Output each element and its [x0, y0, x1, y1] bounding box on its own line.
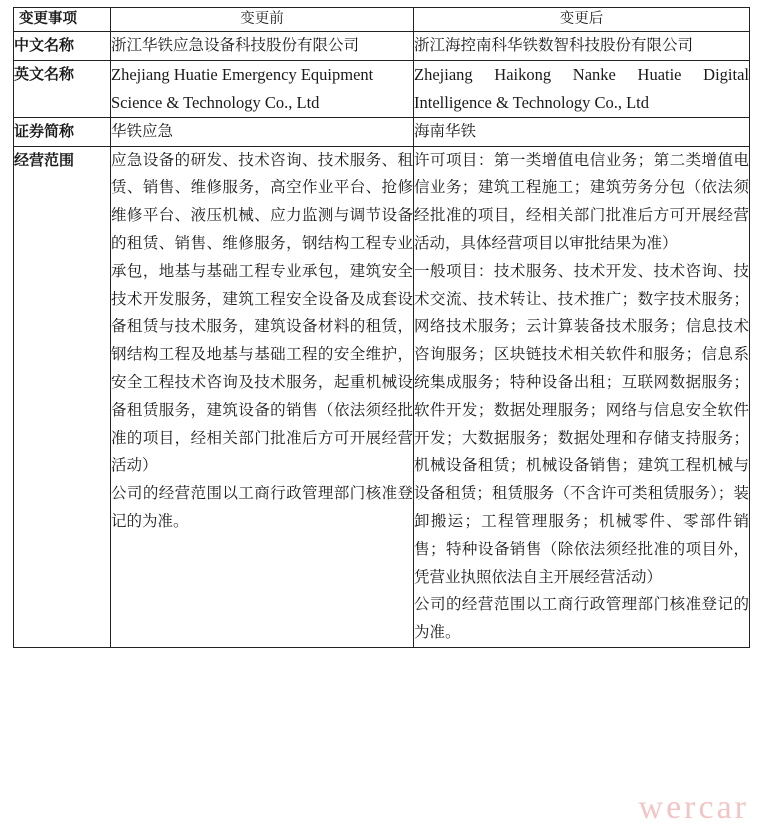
english-name-before — [111, 60, 414, 117]
stock-abbreviation-before — [111, 117, 414, 146]
cell-paragraph: Zhejiang Haikong Nanke Huatie Digital Intelligence & Technology Co., Ltd — [414, 64, 749, 112]
cell-paragraph: 一般项目：技术服务、技术开发、技术咨询、技术交流、技术转让、技术推广；数字技术服务；网络技术服务；云计算装备技术服务；信息技术咨询服务；区块链技术相关软件和服务；信息系统集成服务；特种设备出租；互联网数据服务；软件开发；数据处理服务；网络与信息安全软件开发；大数据服务；数据处理和存储支持服务；机械设备租赁；机械设备销售；建筑工程机械与设备租赁；租赁服务（不含许可类租赁服务）；装卸搬运；工程管理服务；机械零件、零部件销售；特种设备销售（除依法须经批准的项目外，凭营业执照依法自主开展经营活动） — [414, 261, 749, 586]
table-row — [14, 32, 750, 61]
row-label-stock-abbreviation: 证券简称 — [14, 117, 111, 146]
cell-paragraph: 浙江华铁应急设备科技股份有限公司 — [111, 36, 360, 54]
header-after: 变更后 — [414, 8, 750, 32]
business-scope-after — [414, 146, 750, 647]
table-row — [14, 117, 750, 146]
chinese-name-before — [111, 32, 414, 61]
business-scope-before — [111, 146, 414, 647]
header-before: 变更前 — [111, 8, 414, 32]
cell-paragraph: 公司的经营范围以工商行政管理部门核准登记的为准。 — [414, 595, 749, 642]
english-name-after — [414, 60, 750, 117]
cell-paragraph: Zhejiang Huatie Emergency Equipment Science & Technology Co., Ltd — [111, 64, 374, 112]
row-label-english-name: 英文名称 — [14, 60, 111, 117]
row-label-chinese-name: 中文名称 — [14, 32, 111, 61]
table-header-row — [14, 8, 750, 32]
watermark: wercar — [638, 789, 749, 826]
row-label-business-scope: 经营范围 — [14, 146, 111, 647]
stock-abbreviation-after — [414, 117, 750, 146]
cell-paragraph: 许可项目：第一类增值电信业务；第二类增值电信业务；建筑工程施工；建筑劳务分包（依法须经批准的项目，经相关部门批准后方可开展经营活动，具体经营项目以审批结果为准） — [414, 150, 749, 252]
table-row — [14, 60, 750, 117]
header-item: 变更事项 — [14, 8, 111, 32]
cell-paragraph: 华铁应急 — [111, 121, 174, 140]
chinese-name-after — [414, 32, 750, 61]
table-row — [14, 146, 750, 647]
cell-paragraph: 公司的经营范围以工商行政管理部门核准登记的为准。 — [111, 484, 413, 530]
cell-paragraph: 海南华铁 — [414, 121, 477, 140]
cell-paragraph: 浙江海控南科华铁数智科技股份有限公司 — [414, 36, 694, 54]
cell-paragraph: 应急设备的研发、技术咨询、技术服务、租赁、销售、维修服务，高空作业平台、抢修维修平台、液压机械、应力监测与调节设备的租赁、销售、维修服务，钢结构工程专业承包，地基与基础工程专业承包，建筑安全技术开发服务，建筑工程安全设备及成套设备租赁与技术服务，建筑设备材料的租赁，钢结构工程及地基与基础工程的安全维护，安全工程技术咨询及技术服务，起重机械设备租赁服务，建筑设备的销售（依法须经批准的项目，经相关部门批准后方可开展经营活动） — [111, 150, 413, 475]
change-comparison-table — [13, 7, 750, 648]
